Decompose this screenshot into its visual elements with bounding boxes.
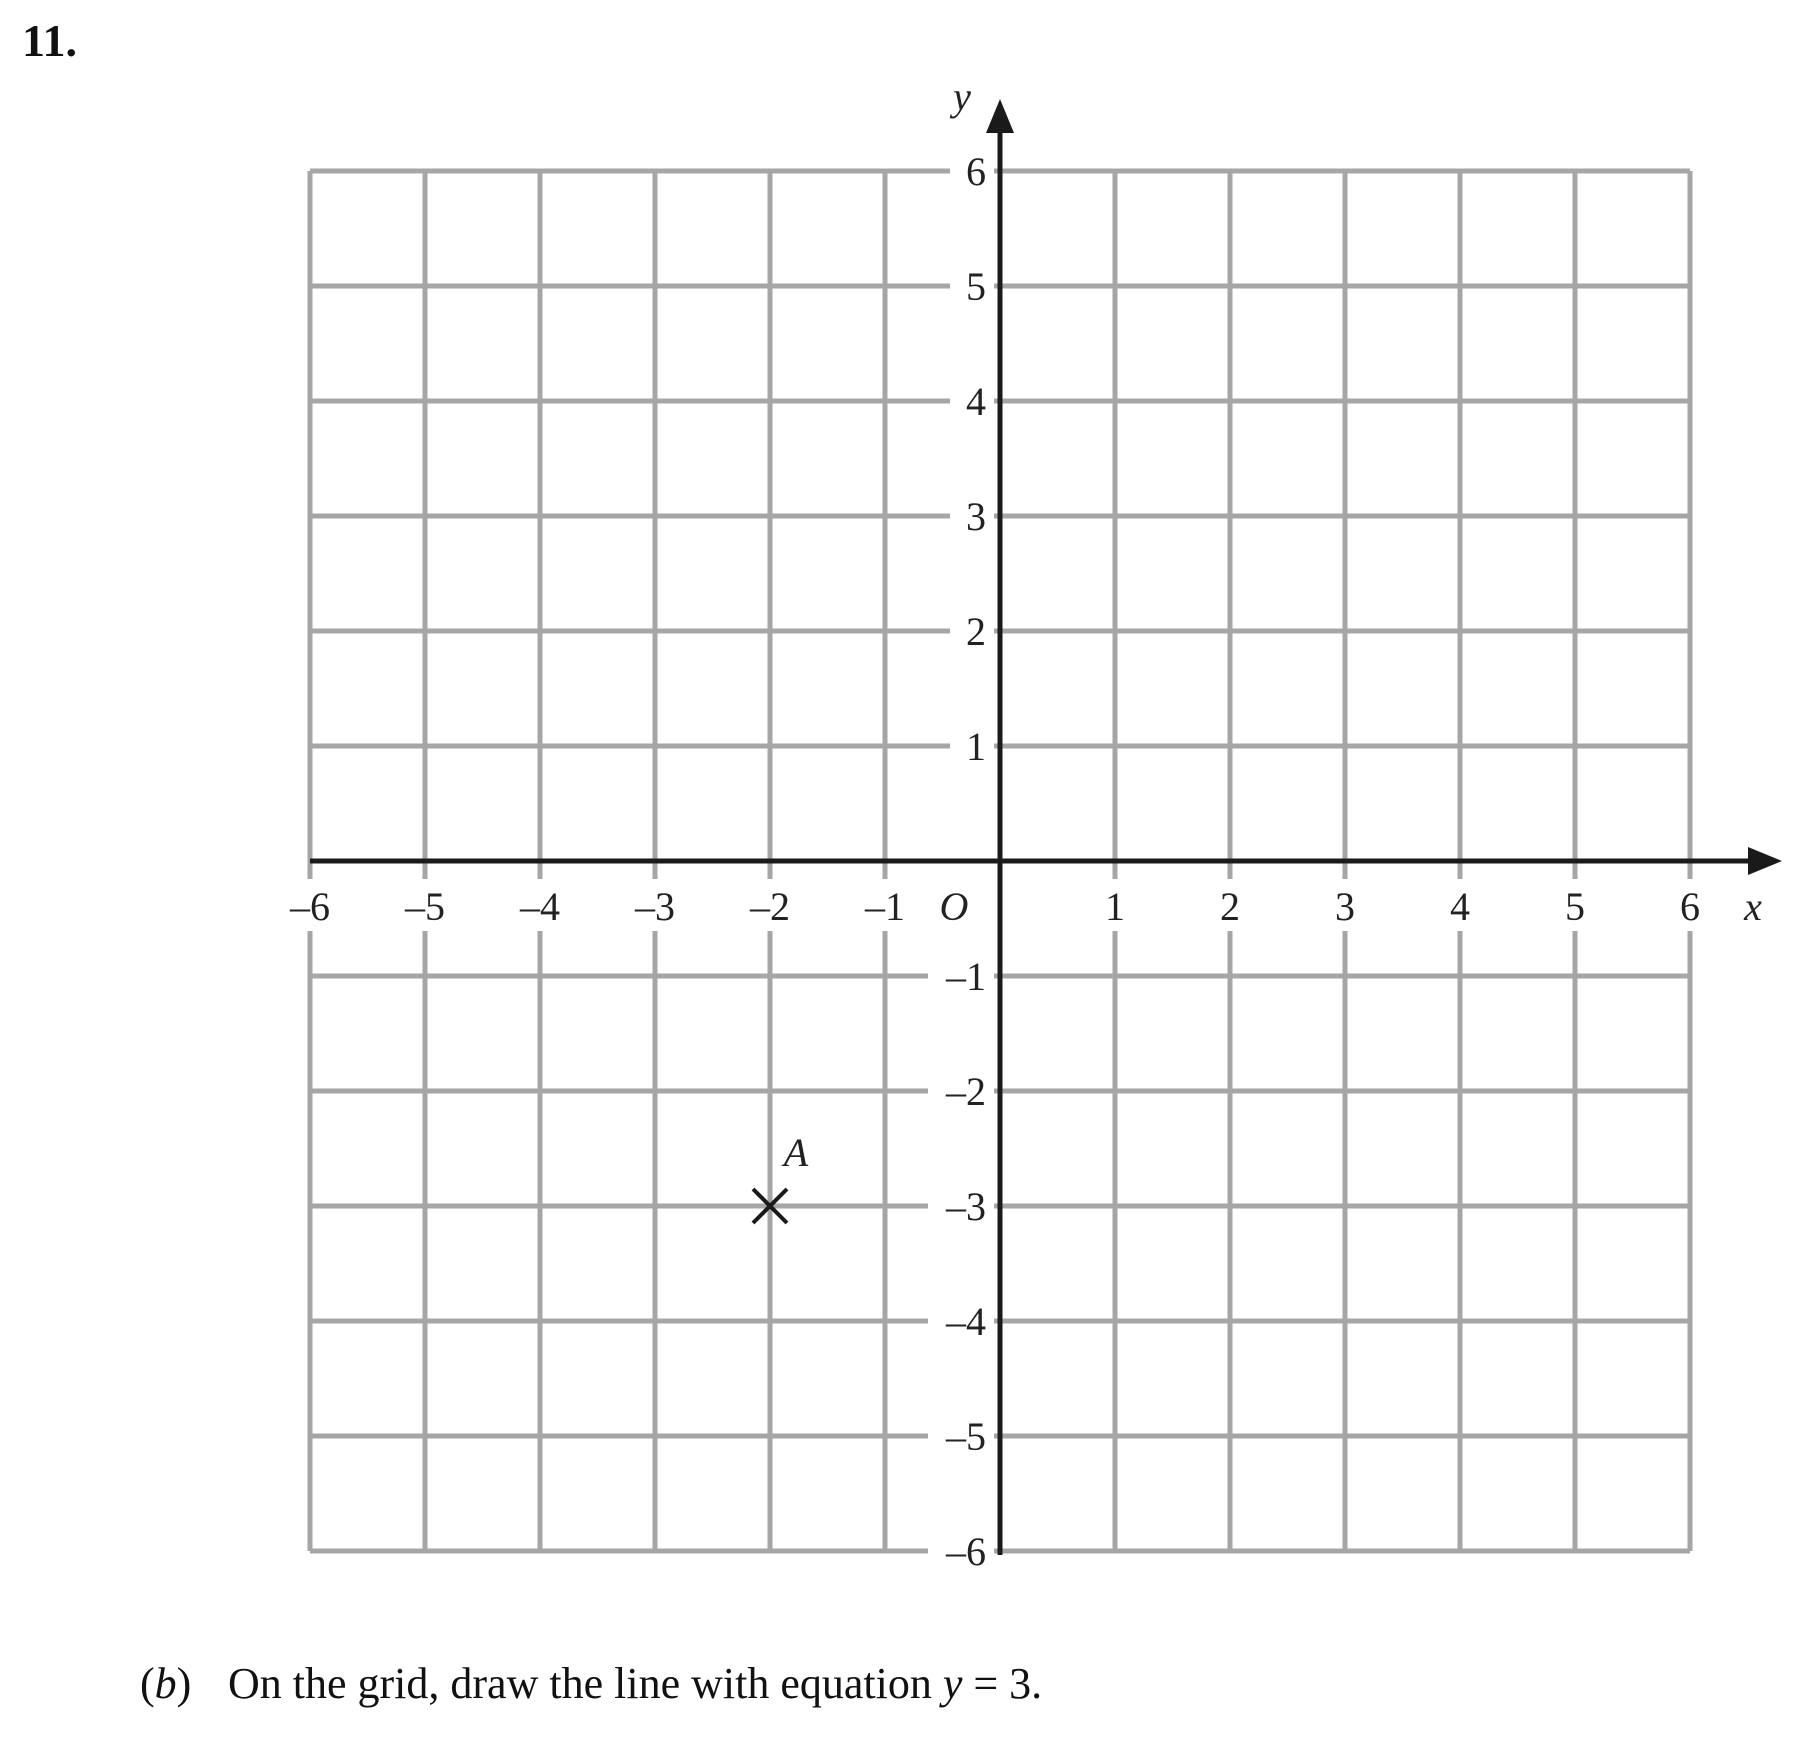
part-label: (b) [140,1659,192,1708]
y-tick-label: 1 [966,724,986,769]
x-tick-label: –3 [635,884,675,929]
y-tick-label: –3 [946,1184,986,1229]
y-tick-label: –2 [946,1069,986,1114]
x-tick-label: –4 [520,884,560,929]
point-a-label: A [783,1130,809,1175]
y-tick-label: –6 [946,1529,986,1574]
y-tick-label: –4 [946,1299,986,1344]
x-axis-label: x [1744,884,1762,929]
x-tick-label: –1 [865,884,905,929]
y-tick-label: 6 [966,149,986,194]
y-axis-arrow [986,99,1014,133]
x-tick-label: –6 [290,884,330,929]
x-tick-label: 3 [1335,884,1355,929]
question-number: 11. [22,15,77,66]
x-tick-label: 4 [1450,884,1470,929]
x-tick-label: –5 [405,884,445,929]
x-axis-arrow [1748,847,1782,875]
x-tick-label: 6 [1680,884,1700,929]
origin-label: O [939,884,969,929]
y-axis-label: y [953,74,971,119]
x-tick-label: 1 [1105,884,1125,929]
y-tick-label: 3 [966,494,986,539]
y-tick-label: 5 [966,264,986,309]
question-part-b [140,1659,1043,1708]
instruction-text: On the grid, draw the line with equation [228,1659,943,1708]
y-tick-label: –1 [946,954,986,999]
equation-value: = 3. [962,1659,1043,1708]
y-tick-label: 2 [966,609,986,654]
x-tick-label: 5 [1565,884,1585,929]
x-tick-label: 2 [1220,884,1240,929]
y-tick-label: 4 [966,379,986,424]
y-tick-label: –5 [946,1414,986,1459]
equation-variable: y [942,1659,963,1708]
x-tick-label: –2 [750,884,790,929]
